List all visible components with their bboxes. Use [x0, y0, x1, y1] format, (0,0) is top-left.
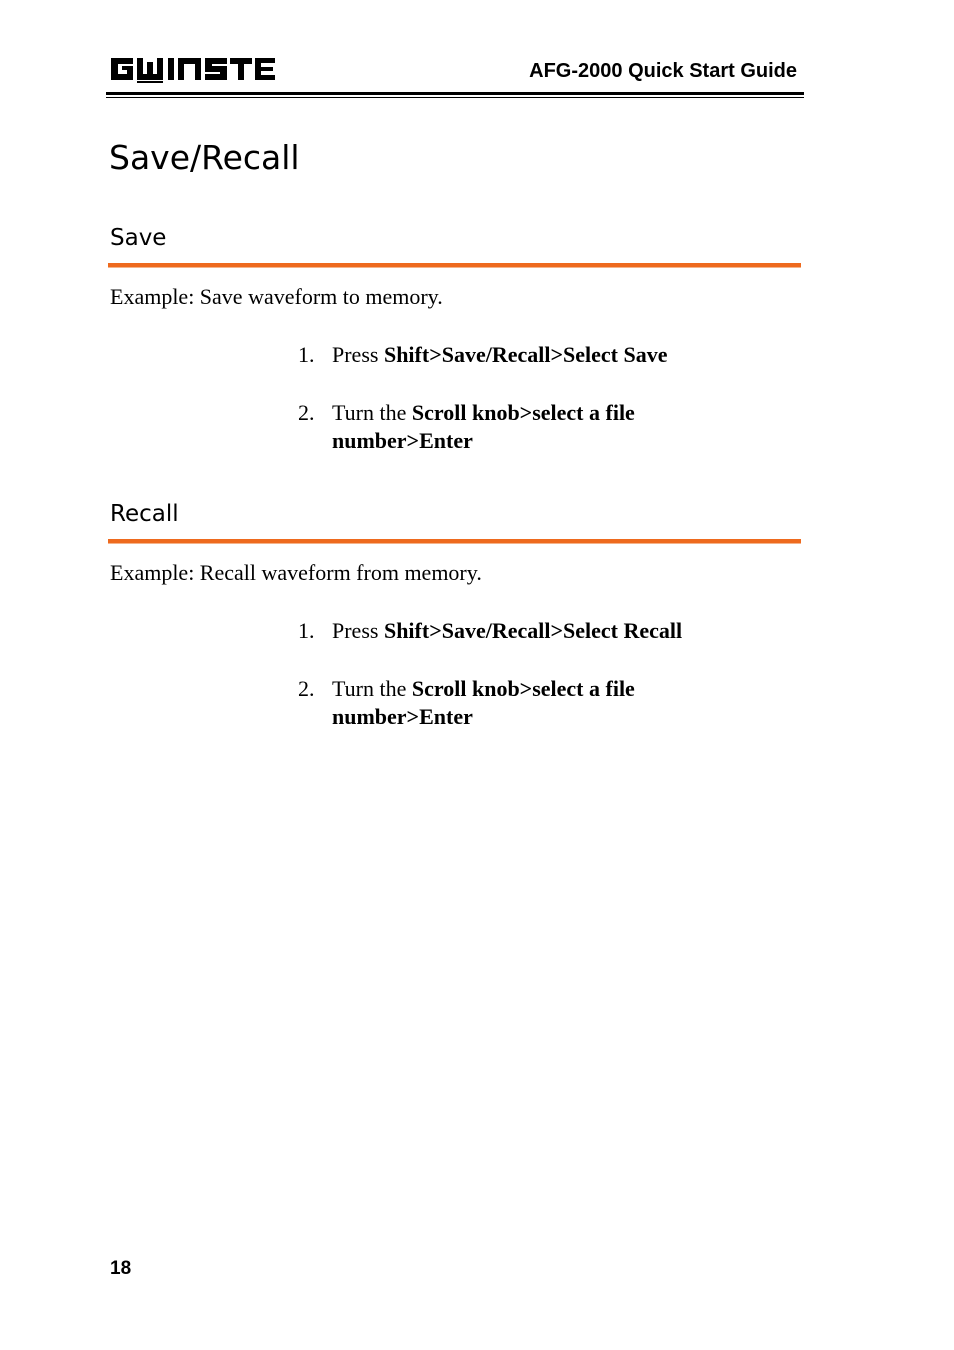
- example-save: Example: Save waveform to memory.: [110, 284, 443, 309]
- page-number: 18: [110, 1258, 132, 1279]
- step-number: 2.: [298, 676, 315, 701]
- gw-instek-logo: [109, 54, 279, 84]
- step-text: Turn the Scroll knob>select a file number>Enter: [332, 400, 635, 453]
- page-title: Save/Recall: [109, 138, 300, 177]
- step-text: Press Shift>Save/Recall>Select Recall: [332, 618, 683, 643]
- step-number: 1.: [298, 618, 315, 643]
- section-rule-save: [108, 263, 801, 268]
- section-heading-recall: Recall: [110, 501, 179, 527]
- step-text: Press Shift>Save/Recall>Select Save: [332, 342, 668, 367]
- section-rule-recall: [108, 539, 801, 544]
- header-rule: [106, 92, 804, 95]
- section-heading-save: Save: [110, 225, 167, 251]
- step-text: Turn the Scroll knob>select a file number>Enter: [332, 676, 635, 729]
- guide-title: AFG-2000 Quick Start Guide: [529, 60, 797, 82]
- header-rule-thin: [106, 97, 804, 98]
- step-number: 2.: [298, 400, 315, 425]
- example-recall: Example: Recall waveform from memory.: [110, 560, 482, 585]
- step-number: 1.: [298, 342, 315, 367]
